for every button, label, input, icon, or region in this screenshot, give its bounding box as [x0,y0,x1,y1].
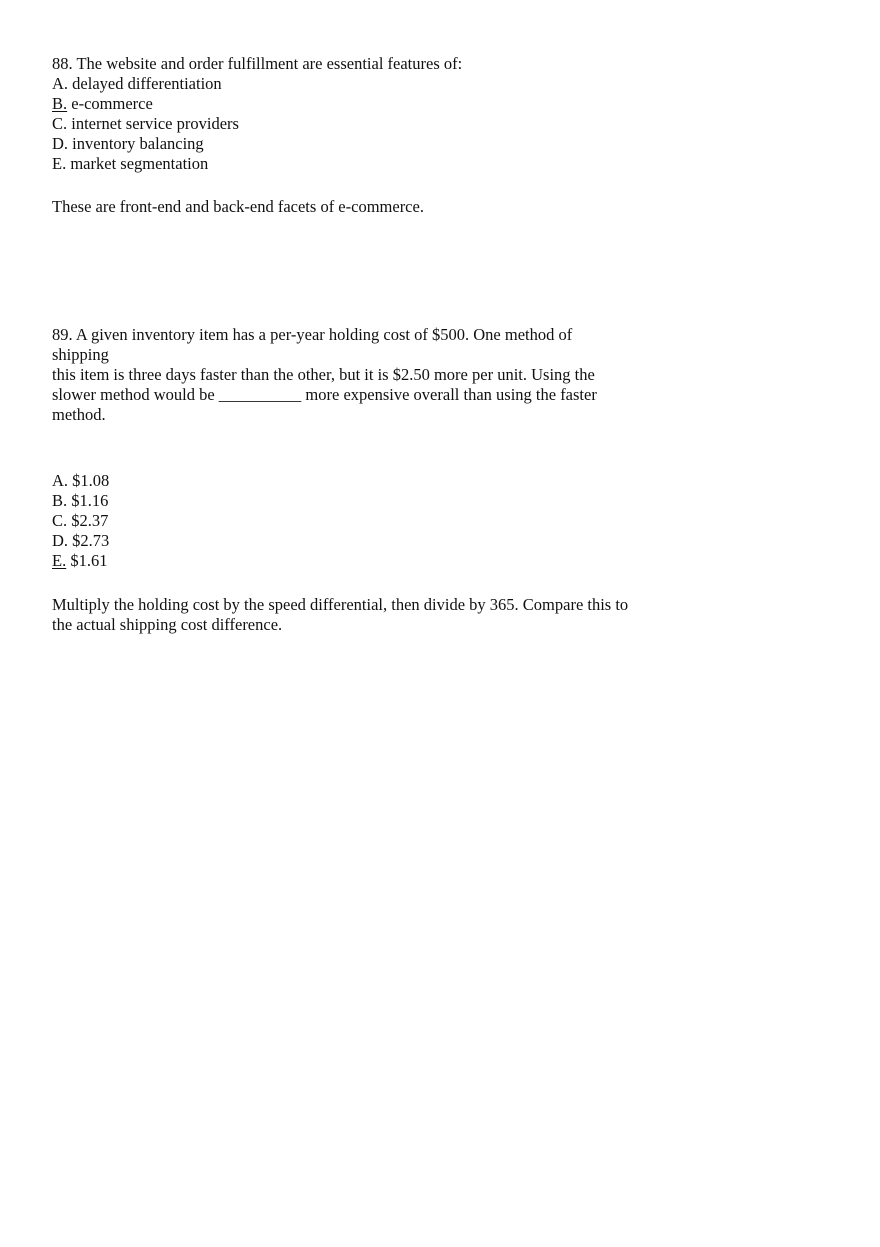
option-letter: B. [52,491,68,510]
explanation-88-text: These are front-end and back-end facets of e-commerce. [52,197,424,216]
explanation-89-line: the actual shipping cost difference. [52,615,283,634]
explanation-89 [52,595,628,635]
option-text: e-commerce [67,94,153,113]
option-text: market segmentation [66,154,209,173]
question-89-stem-line: shipping [52,345,109,364]
explanation-89-line: Multiply the holding cost by the speed differential, then divide by 365. Compare this to [52,595,629,614]
option-88-d [52,134,462,154]
option-text: $1.08 [68,471,110,490]
option-88-c [52,114,462,134]
option-letter: C. [52,114,68,133]
option-88-b [52,94,462,114]
option-text: internet service providers [67,114,239,133]
question-89-stem-line: 89. A given inventory item has a per-year holding cost of $500. One method of [52,325,573,344]
option-letter: D. [52,134,69,153]
question-88-stem: 88. The website and order fulfillment are essential features of: [52,54,463,73]
option-text: delayed differentiation [68,74,222,93]
option-89-a [52,471,109,491]
option-88-a [52,74,462,94]
option-88-e [52,154,462,174]
option-letter: C. [52,511,68,530]
option-letter-correct: E. [52,551,67,570]
option-89-e [52,551,109,571]
option-89-d [52,531,109,551]
question-89-stem-line: slower method would be __________ more expensive overall than using the faster [52,385,597,404]
option-text: $1.16 [67,491,109,510]
option-letter: A. [52,74,69,93]
option-text: $2.37 [67,511,109,530]
question-89 [52,325,597,425]
question-89-stem-line: this item is three days faster than the other, but it is $2.50 more per unit. Using the [52,365,595,384]
option-letter: D. [52,531,69,550]
question-89-stem-line: method. [52,405,106,424]
option-letter-correct: B. [52,94,68,113]
question-88 [52,54,462,174]
option-text: inventory balancing [68,134,204,153]
option-text: $2.73 [68,531,110,550]
option-letter: E. [52,154,67,173]
explanation-88 [52,197,424,217]
question-89-options [52,471,109,571]
option-89-b [52,491,109,511]
option-letter: A. [52,471,69,490]
option-89-c [52,511,109,531]
option-text: $1.61 [66,551,108,570]
